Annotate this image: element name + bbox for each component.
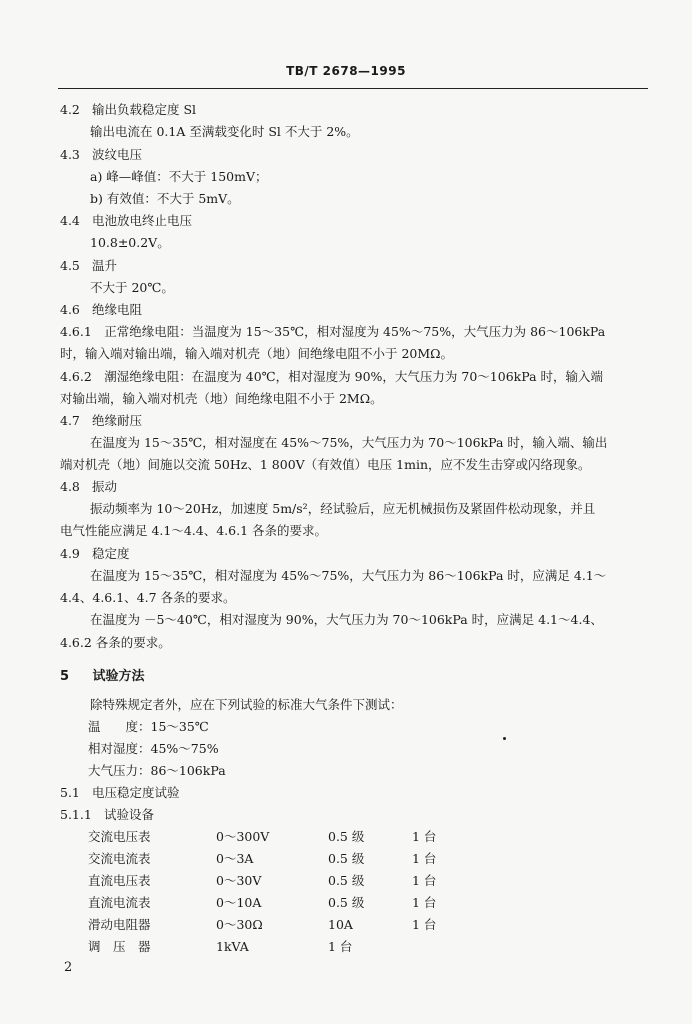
section-number: 4.9 — [60, 546, 80, 561]
section-number: 4.4 — [60, 213, 80, 228]
condition-humidity: 相对湿度：45%～75% — [88, 741, 219, 756]
section-title: 试验方法 — [92, 669, 145, 684]
section-5-heading — [60, 668, 650, 686]
equipment-name: 直流电流表 — [88, 895, 151, 910]
equipment-spec: 1 台 — [328, 939, 353, 954]
standard-number-header: TB/T 2678—1995 — [286, 64, 406, 78]
section-4-5-body: 不大于 20℃。 — [90, 280, 174, 295]
section-4-7-line1: 在温度为 15～35℃，相对湿度在 45%～75%，大气压力为 70～106kPa 时，输入端、输出 — [90, 435, 608, 450]
section-4-7-heading — [60, 412, 650, 430]
equipment-qty: 1 台 — [412, 895, 437, 910]
section-number: 4.5 — [60, 258, 80, 273]
section-4-8-heading — [60, 478, 650, 496]
section-4-7-line2: 端对机壳（地）间施以交流 50Hz、1 800V（有效值）电压 1min，应不发生击穿或闪络现象。 — [60, 457, 591, 472]
section-4-9-heading — [60, 545, 650, 563]
equipment-name: 直流电压表 — [88, 873, 151, 888]
section-4-6-1-line2: 时，输入端对输出端，输入端对机壳（地）间绝缘电阻不小于 20MΩ。 — [60, 346, 454, 361]
section-4-9-line4: 4.6.2 各条的要求。 — [60, 635, 171, 650]
section-title: 稳定度 — [91, 546, 130, 561]
equipment-range: 0～3A — [216, 851, 254, 866]
section-4-4-body: 10.8±0.2V。 — [90, 235, 170, 250]
equipment-name: 调 压 器 — [88, 939, 151, 954]
section-4-9-line3: 在温度为 －5～40℃，相对湿度为 90%，大气压力为 70～106kPa 时，应满足 4.1～4.4、 — [90, 612, 603, 627]
equipment-range: 0～300V — [216, 829, 270, 844]
equipment-name: 滑动电阻器 — [88, 917, 151, 932]
section-4-2-body: 输出电流在 0.1A 至满载变化时 Sl 不大于 2%。 — [90, 124, 359, 139]
section-4-4-heading — [60, 212, 650, 230]
equipment-range: 1kVA — [216, 939, 249, 954]
equipment-qty: 1 台 — [412, 851, 437, 866]
section-number: 5.1 — [60, 785, 80, 800]
section-4-6-2-line1: 4.6.2 潮湿绝缘电阻：在温度为 40℃，相对湿度为 90%，大气压力为 70～106kPa 时，输入端 — [60, 369, 604, 384]
section-5-1-heading — [60, 784, 650, 802]
section-4-5-heading — [60, 257, 650, 275]
equipment-spec: 0.5 级 — [328, 895, 365, 910]
section-number: 5 — [60, 669, 70, 684]
header-rule — [58, 88, 648, 89]
equipment-spec: 0.5 级 — [328, 851, 365, 866]
equipment-range: 0～30Ω — [216, 917, 263, 932]
section-4-6-1-line1: 4.6.1 正常绝缘电阻：当温度为 15～35℃，相对湿度为 45%～75%，大气压力为 86～106kPa — [60, 324, 606, 339]
condition-temperature: 温 度：15～35℃ — [88, 719, 209, 734]
section-4-6-heading — [60, 301, 650, 319]
section-title: 试验设备 — [103, 807, 154, 822]
equipment-name: 交流电流表 — [88, 851, 151, 866]
section-4-2-heading — [60, 101, 650, 119]
equipment-qty: 1 台 — [412, 829, 437, 844]
section-title: 振动 — [91, 479, 117, 494]
section-title: 电池放电终止电压 — [91, 213, 192, 228]
section-number: 4.8 — [60, 479, 80, 494]
section-5-intro: 除特殊规定者外，应在下列试验的标准大气条件下测试： — [90, 697, 403, 712]
equipment-qty: 1 台 — [412, 873, 437, 888]
equipment-spec: 10A — [328, 917, 353, 932]
section-title: 电压稳定度试验 — [91, 785, 180, 800]
equipment-qty: 1 台 — [412, 917, 437, 932]
section-4-6-2-line2: 对输出端，输入端对机壳（地）间绝缘电阻不小于 2MΩ。 — [60, 391, 383, 406]
equipment-spec: 0.5 级 — [328, 873, 365, 888]
section-number: 4.7 — [60, 413, 80, 428]
section-title: 绝缘电阻 — [91, 302, 142, 317]
section-4-3-item-a: a) 峰—峰值：不大于 150mV； — [90, 169, 268, 184]
equipment-name: 交流电压表 — [88, 829, 151, 844]
equipment-spec: 0.5 级 — [328, 829, 365, 844]
section-4-8-line2: 电气性能应满足 4.1～4.4、4.6.1 各条的要求。 — [60, 523, 328, 538]
section-title: 波纹电压 — [91, 147, 142, 162]
section-number: 4.3 — [60, 147, 80, 162]
section-4-8-line1: 振动频率为 10～20Hz，加速度 5m/s²，经试验后，应无机械损伤及紧固件松动现象，并且 — [90, 501, 596, 516]
section-4-3-item-b: b) 有效值：不大于 5mV。 — [90, 191, 240, 206]
section-title: 输出负载稳定度 Sl — [91, 102, 197, 117]
section-4-3-heading — [60, 146, 650, 164]
section-5-1-1-heading — [60, 806, 650, 824]
section-title: 绝缘耐压 — [91, 413, 142, 428]
section-title: 温升 — [91, 258, 117, 273]
section-4-9-line2: 4.4、4.6.1、4.7 各条的要求。 — [60, 590, 236, 605]
section-4-9-line1: 在温度为 15～35℃，相对湿度为 45%～75%，大气压力为 86～106kPa 时，应满足 4.1～ — [90, 568, 607, 583]
condition-pressure: 大气压力：86～106kPa — [88, 763, 226, 778]
section-number: 4.2 — [60, 102, 80, 117]
equipment-range: 0～10A — [216, 895, 262, 910]
page-number: 2 — [64, 960, 73, 975]
equipment-range: 0～30V — [216, 873, 262, 888]
scan-speck — [503, 737, 506, 740]
section-number: 5.1.1 — [60, 807, 92, 822]
section-number: 4.6 — [60, 302, 80, 317]
